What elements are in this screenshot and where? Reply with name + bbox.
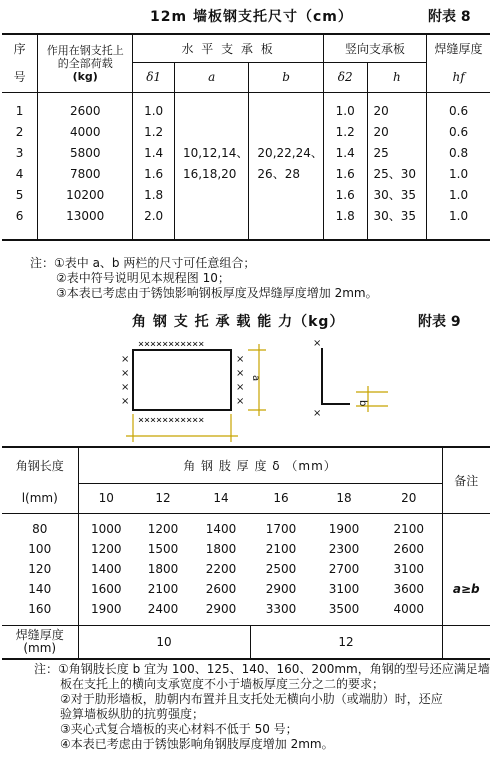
t1-d1: 1.4 xyxy=(133,142,175,163)
t2-value: 3600 xyxy=(393,582,425,596)
table2-row xyxy=(2,559,490,579)
t2-value: 1500 xyxy=(147,542,179,556)
t2-value: 1800 xyxy=(147,562,179,576)
table1-note-3: ③本表已考虑由于锈蚀影响钢板厚度及焊缝厚度增加 2mm。 xyxy=(56,286,378,300)
t1-hf: 1.0 xyxy=(427,184,490,205)
t1-d2: 1.6 xyxy=(323,184,367,205)
t2-value: 2900 xyxy=(205,602,237,616)
table2-row xyxy=(2,599,490,619)
t2-length: 100 xyxy=(28,542,52,556)
t1-load: 7800 xyxy=(38,163,133,184)
svg-text:×: × xyxy=(313,338,322,349)
thickness-header: 16 xyxy=(273,491,289,505)
t2-length: 140 xyxy=(28,582,52,596)
t1-d1: 1.6 xyxy=(133,163,175,184)
t1-no: 6 xyxy=(15,208,24,223)
svg-text:×: × xyxy=(121,354,130,365)
thickness-header: 12 xyxy=(155,491,171,505)
t2-value: 2400 xyxy=(147,602,179,616)
weld-unit: (mm) xyxy=(23,640,57,655)
col-vertical: 竖向支承板 xyxy=(323,34,426,62)
t2-value: 1900 xyxy=(78,599,134,619)
table1-row xyxy=(2,142,490,163)
table1-row xyxy=(2,163,490,184)
t2-value: 1800 xyxy=(205,542,237,556)
col-load-label: 作用在钢支托上的全部荷载 xyxy=(46,43,124,70)
t2-value: 3300 xyxy=(265,602,297,616)
t2-value: 1600 xyxy=(78,579,134,599)
t2-value: 1400 xyxy=(205,522,237,536)
t1-d2: 1.8 xyxy=(323,205,367,226)
t2-length: 160 xyxy=(28,602,52,616)
svg-text:×: × xyxy=(121,368,130,379)
t2-value: 1000 xyxy=(78,519,134,539)
t1-h: 30、35 xyxy=(367,184,427,205)
t2-length: 80 xyxy=(32,522,48,536)
svg-text:×: × xyxy=(236,354,245,365)
t1-no: 5 xyxy=(15,187,24,202)
table2-note-5: ③夹心式复合墙板的夹心材料不低于 50 号； xyxy=(60,722,298,736)
t1-d1: 1.0 xyxy=(133,100,175,121)
svg-text:×: × xyxy=(236,382,245,393)
t2-value: 2100 xyxy=(265,542,297,556)
col-a: a xyxy=(174,62,248,92)
t2-value: 2100 xyxy=(147,582,179,596)
t2-value: 2700 xyxy=(328,562,360,576)
t1-d2: 1.2 xyxy=(323,121,367,142)
table1-note-1: 注：①表中 a、b 两栏的尺寸可任意组合； xyxy=(30,256,256,270)
t2-value: 3100 xyxy=(393,562,425,576)
t1-a: 16,18,20 xyxy=(174,163,248,184)
table1-row xyxy=(2,121,490,142)
t1-load: 4000 xyxy=(38,121,133,142)
t2-value: 1400 xyxy=(78,559,134,579)
svg-text:×: × xyxy=(121,396,130,407)
t1-load: 13000 xyxy=(38,205,133,226)
col-length: 角钢长度 xyxy=(15,459,64,473)
thickness-header: 10 xyxy=(78,483,134,513)
t2-value: 1200 xyxy=(147,522,179,536)
table2-annex: 附表 9 xyxy=(418,314,461,330)
col-horizontal: 水 平 支 承 板 xyxy=(133,34,324,62)
svg-text:×: × xyxy=(236,368,245,379)
thickness-header: 20 xyxy=(401,491,417,505)
t1-a xyxy=(174,100,248,121)
col-seq: 序 xyxy=(13,42,26,56)
col-load-unit: (kg) xyxy=(72,69,98,83)
t1-a xyxy=(174,121,248,142)
table2-notes xyxy=(34,662,490,752)
t1-load: 2600 xyxy=(38,100,133,121)
t1-h: 25 xyxy=(367,142,427,163)
t1-d1: 1.8 xyxy=(133,184,175,205)
table2-title: 角 钢 支 托 承 载 能 力（kg） xyxy=(132,314,345,330)
t1-d2: 1.6 xyxy=(323,163,367,184)
t2-value: 3100 xyxy=(328,582,360,596)
t2-value: 1200 xyxy=(78,539,134,559)
weld-right: 12 xyxy=(250,625,442,659)
col-b: b xyxy=(249,62,323,92)
col-remark: 备注 xyxy=(442,447,490,513)
table2-row xyxy=(2,579,490,599)
t1-hf: 0.8 xyxy=(427,142,490,163)
t2-value: 1700 xyxy=(265,522,297,536)
table2-row xyxy=(2,539,490,559)
t1-d1: 1.2 xyxy=(133,121,175,142)
table2-note-4: 验算墙板纵肋的抗剪强度； xyxy=(60,707,205,721)
t2-value: 2500 xyxy=(265,562,297,576)
table1-annex: 附表 8 xyxy=(428,9,471,25)
col-d1: δ1 xyxy=(133,62,175,92)
table1-title: 12m 墙板钢支托尺寸（cm） xyxy=(150,9,353,25)
table2-note-2: 板在支托上的横向支承宽度不小于墙板厚度三分之二的要求； xyxy=(60,677,385,691)
t1-load: 10200 xyxy=(38,184,133,205)
svg-text:×: × xyxy=(121,382,130,393)
t1-hf: 1.0 xyxy=(427,205,490,226)
t1-b xyxy=(249,205,323,226)
t1-hf: 0.6 xyxy=(427,100,490,121)
t2-value: 2600 xyxy=(393,542,425,556)
col-seq2: 号 xyxy=(13,70,26,85)
svg-text:×: × xyxy=(313,408,322,419)
t1-a: 10,12,14、 xyxy=(174,142,248,163)
remark-value: a≥b xyxy=(442,579,490,599)
col-hf: hf xyxy=(427,62,490,92)
t2-value: 2900 xyxy=(265,582,297,596)
table2-note-3: ②对于肋形墙板，肋朝内布置并且支托处无横向小肋（或端肋）时，还应 xyxy=(60,692,443,706)
plate-drawing xyxy=(121,339,244,426)
t1-a xyxy=(174,184,248,205)
t1-load: 5800 xyxy=(38,142,133,163)
col-length-sym: l(mm) xyxy=(21,490,58,505)
t1-no: 3 xyxy=(15,145,24,160)
t2-value: 2600 xyxy=(205,582,237,596)
svg-text:×: × xyxy=(236,396,245,407)
thickness-header: 18 xyxy=(336,491,352,505)
weld-label-cell xyxy=(2,625,78,659)
svg-text:×××××××××××: ××××××××××× xyxy=(138,415,205,426)
t1-b: 20,22,24、 xyxy=(249,142,323,163)
t1-b xyxy=(249,100,323,121)
t1-b xyxy=(249,121,323,142)
angle-capacity-table xyxy=(2,446,490,660)
table2-note-1: 注：①角钢肢长度 b 宜为 100、125、140、160、200mm，角钢的型号还应满足墙 xyxy=(34,662,490,676)
t1-a xyxy=(174,205,248,226)
col-load xyxy=(38,34,133,92)
col-d2: δ2 xyxy=(323,62,367,92)
t2-value: 4000 xyxy=(393,602,425,616)
t2-value: 1900 xyxy=(328,522,360,536)
t1-b xyxy=(249,184,323,205)
t2-value: 2200 xyxy=(205,562,237,576)
t1-d1: 2.0 xyxy=(133,205,175,226)
t1-no: 4 xyxy=(15,166,24,181)
t1-no: 1 xyxy=(15,103,24,118)
svg-text:×××××××××××: ××××××××××× xyxy=(138,339,205,350)
t1-h: 20 xyxy=(367,100,427,121)
table1-row xyxy=(2,184,490,205)
weld-left: 10 xyxy=(78,625,250,659)
weld-label: 焊缝厚度 xyxy=(15,627,64,642)
bracket-dimension-table xyxy=(2,33,490,241)
angle-profile xyxy=(322,348,350,404)
thickness-header: 14 xyxy=(213,491,229,505)
t1-h: 30、35 xyxy=(367,205,427,226)
t2-value: 2300 xyxy=(328,542,360,556)
t1-b: 26、28 xyxy=(249,163,323,184)
t1-d2: 1.0 xyxy=(323,100,367,121)
t1-hf: 0.6 xyxy=(427,121,490,142)
t1-d2: 1.4 xyxy=(323,142,367,163)
t2-value: 3500 xyxy=(328,602,360,616)
t1-no: 2 xyxy=(15,124,24,139)
col-weld: 焊缝厚度 xyxy=(427,34,490,62)
t2-value: 2100 xyxy=(393,522,425,536)
dim-label-a: a xyxy=(250,375,261,382)
col-h: h xyxy=(367,62,427,92)
table2-note-6: ④本表已考虑由于锈蚀影响角钢肢厚度增加 2mm。 xyxy=(60,737,334,751)
table2-row xyxy=(2,519,490,539)
table1-row xyxy=(2,100,490,121)
table1-row xyxy=(2,205,490,226)
t1-hf: 1.0 xyxy=(427,163,490,184)
dim-label-b: b xyxy=(357,400,368,407)
col-thickness: 角 钢 肢 厚 度 δ （mm） xyxy=(78,447,442,483)
t1-h: 20 xyxy=(367,121,427,142)
t1-h: 25、30 xyxy=(367,163,427,184)
angle-bracket-figure xyxy=(0,330,492,444)
t2-length: 120 xyxy=(28,562,52,576)
table1-note-2: ②表中符号说明见本规程图 10； xyxy=(56,271,230,285)
table1-notes xyxy=(30,256,378,301)
